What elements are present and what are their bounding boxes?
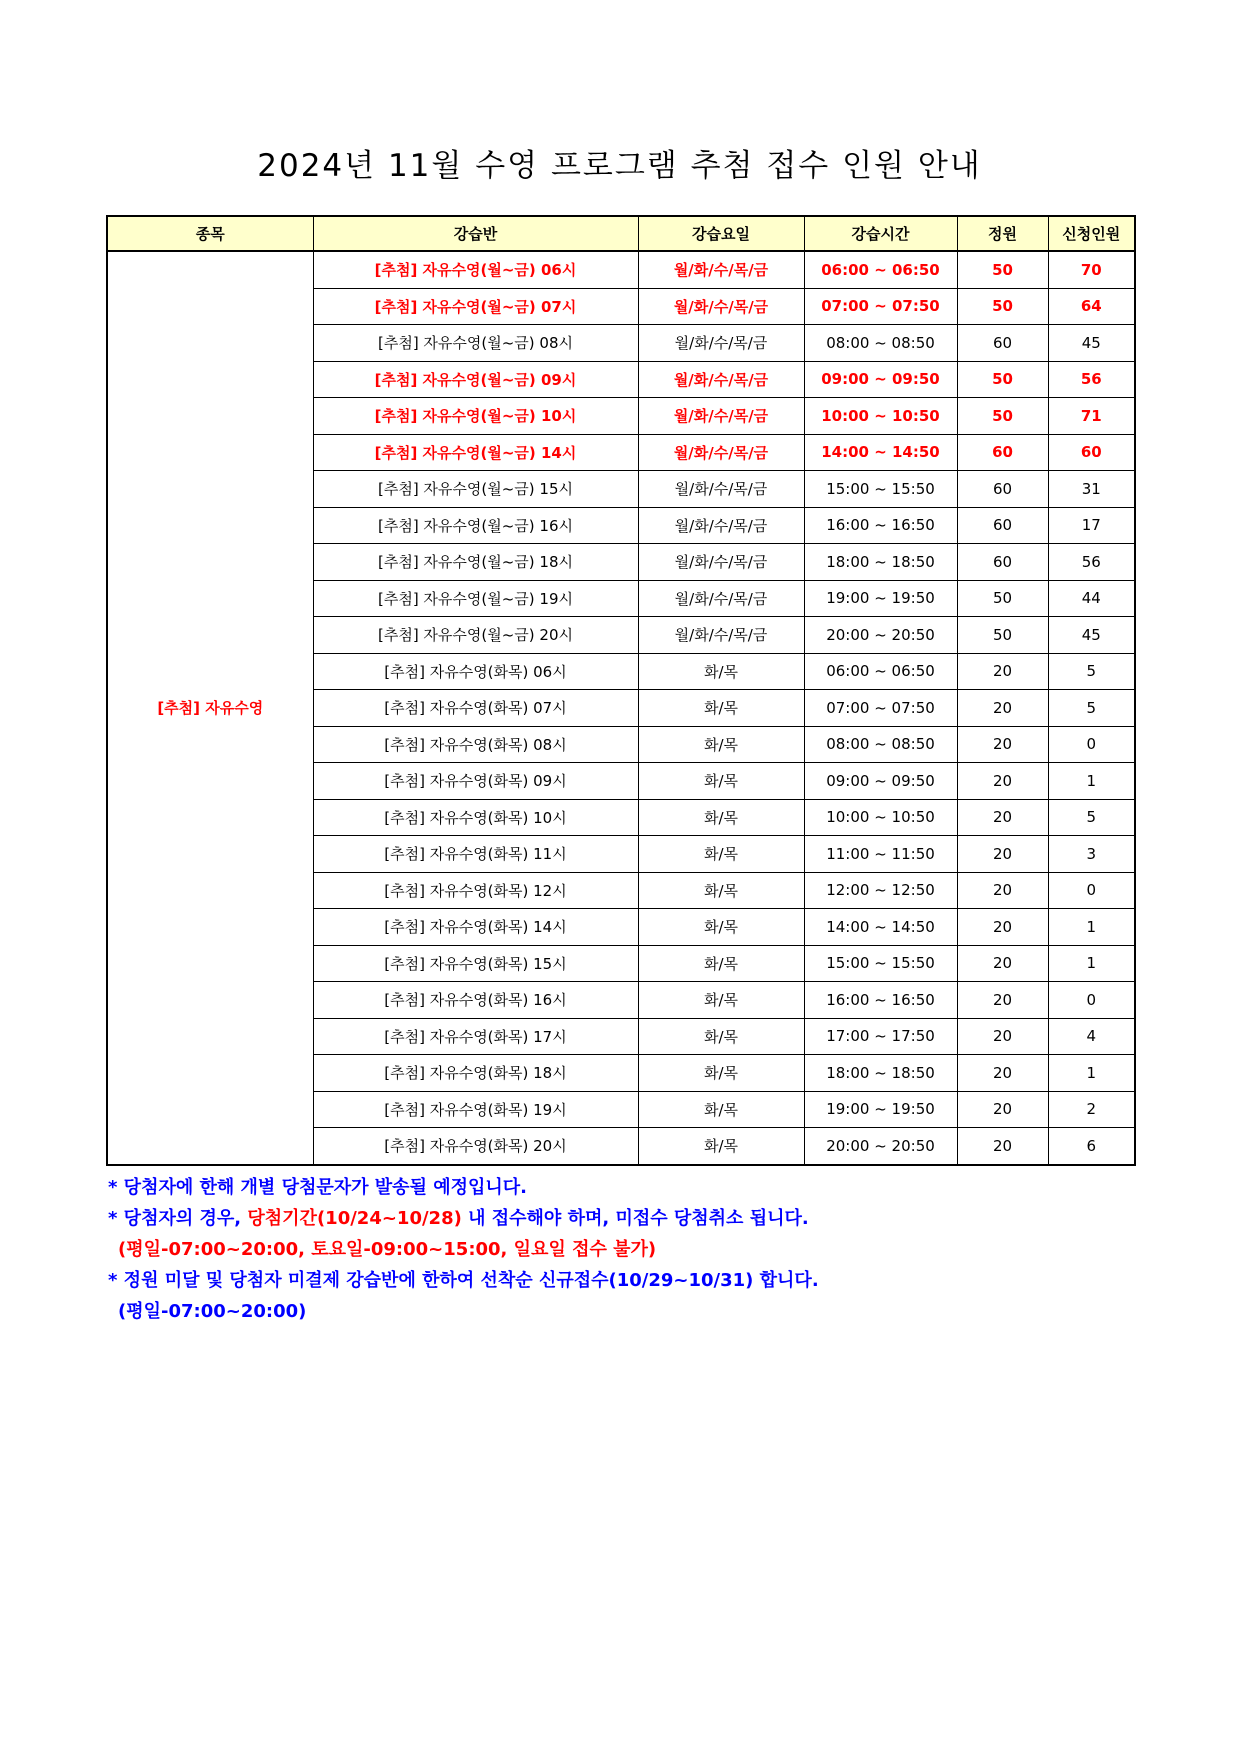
applicants-cell: 56 — [1048, 544, 1135, 581]
class-cell: [추첨] 자유수영(화목) 14시 — [313, 909, 638, 946]
page-title: 2024년 11월 수영 프로그램 추첨 접수 인원 안내 — [257, 148, 982, 184]
time-cell: 18:00 ~ 18:50 — [804, 1055, 957, 1092]
time-cell: 11:00 ~ 11:50 — [804, 836, 957, 873]
capacity-cell: 50 — [957, 361, 1048, 398]
class-cell: [추첨] 자유수영(화목) 11시 — [313, 836, 638, 873]
applicants-cell: 3 — [1048, 836, 1135, 873]
applicants-cell: 0 — [1048, 872, 1135, 909]
class-cell: [추첨] 자유수영(월~금) 07시 — [313, 288, 638, 325]
class-cell: [추첨] 자유수영(월~금) 18시 — [313, 544, 638, 581]
applicants-cell: 56 — [1048, 361, 1135, 398]
capacity-cell: 20 — [957, 1091, 1048, 1128]
days-cell: 화/목 — [638, 690, 804, 727]
capacity-cell: 20 — [957, 872, 1048, 909]
days-cell: 월/화/수/목/금 — [638, 251, 804, 288]
capacity-cell: 50 — [957, 251, 1048, 288]
time-cell: 07:00 ~ 07:50 — [804, 288, 957, 325]
class-cell: [추첨] 자유수영(월~금) 14시 — [313, 434, 638, 471]
applicants-cell: 70 — [1048, 251, 1135, 288]
days-cell: 월/화/수/목/금 — [638, 544, 804, 581]
header-class: 강습반 — [313, 216, 638, 251]
class-cell: [추첨] 자유수영(화목) 15시 — [313, 945, 638, 982]
capacity-cell: 20 — [957, 836, 1048, 873]
days-cell: 화/목 — [638, 799, 804, 836]
notice-line-4: * 정원 미달 및 당첨자 미결제 강습반에 한하여 선착순 신규접수(10/29~10/31) 합니다. — [108, 1270, 819, 1291]
time-cell: 15:00 ~ 15:50 — [804, 945, 957, 982]
notice-line-1: * 당첨자에 한해 개별 당첨문자가 발송될 예정입니다. — [108, 1177, 527, 1198]
class-cell: [추첨] 자유수영(화목) 17시 — [313, 1018, 638, 1055]
time-cell: 10:00 ~ 10:50 — [804, 398, 957, 435]
capacity-cell: 20 — [957, 909, 1048, 946]
applicants-cell: 60 — [1048, 434, 1135, 471]
capacity-cell: 20 — [957, 690, 1048, 727]
time-cell: 16:00 ~ 16:50 — [804, 507, 957, 544]
days-cell: 화/목 — [638, 945, 804, 982]
capacity-cell: 50 — [957, 580, 1048, 617]
applicants-cell: 44 — [1048, 580, 1135, 617]
time-cell: 06:00 ~ 06:50 — [804, 653, 957, 690]
time-cell: 10:00 ~ 10:50 — [804, 799, 957, 836]
applicants-cell: 1 — [1048, 763, 1135, 800]
days-cell: 월/화/수/목/금 — [638, 617, 804, 654]
notice-line-2-start: * 당첨자의 경우, — [108, 1208, 248, 1229]
capacity-cell: 60 — [957, 507, 1048, 544]
capacity-cell: 60 — [957, 434, 1048, 471]
applicants-cell: 5 — [1048, 653, 1135, 690]
header-time: 강습시간 — [804, 216, 957, 251]
class-cell: [추첨] 자유수영(화목) 12시 — [313, 872, 638, 909]
applicants-cell: 5 — [1048, 799, 1135, 836]
notice-section — [108, 1172, 819, 1327]
class-cell: [추첨] 자유수영(월~금) 10시 — [313, 398, 638, 435]
applicants-cell: 64 — [1048, 288, 1135, 325]
table-body — [107, 251, 1135, 1165]
time-cell: 08:00 ~ 08:50 — [804, 726, 957, 763]
capacity-cell: 60 — [957, 325, 1048, 362]
category-cell: [추첨] 자유수영 — [107, 251, 313, 1165]
applicants-cell: 4 — [1048, 1018, 1135, 1055]
applicants-cell: 0 — [1048, 982, 1135, 1019]
time-cell: 20:00 ~ 20:50 — [804, 1128, 957, 1165]
days-cell: 월/화/수/목/금 — [638, 325, 804, 362]
class-cell: [추첨] 자유수영(월~금) 09시 — [313, 361, 638, 398]
schedule-table — [106, 215, 1136, 1166]
table-row — [107, 251, 1135, 288]
applicants-cell: 71 — [1048, 398, 1135, 435]
days-cell: 화/목 — [638, 763, 804, 800]
capacity-cell: 20 — [957, 799, 1048, 836]
time-cell: 14:00 ~ 14:50 — [804, 909, 957, 946]
notice-line-5: (평일-07:00~20:00) — [118, 1301, 307, 1322]
class-cell: [추첨] 자유수영(화목) 09시 — [313, 763, 638, 800]
time-cell: 06:00 ~ 06:50 — [804, 251, 957, 288]
days-cell: 화/목 — [638, 1128, 804, 1165]
capacity-cell: 50 — [957, 398, 1048, 435]
time-cell: 09:00 ~ 09:50 — [804, 763, 957, 800]
applicants-cell: 31 — [1048, 471, 1135, 508]
capacity-cell: 20 — [957, 1018, 1048, 1055]
days-cell: 화/목 — [638, 836, 804, 873]
applicants-cell: 45 — [1048, 617, 1135, 654]
days-cell: 월/화/수/목/금 — [638, 471, 804, 508]
applicants-cell: 6 — [1048, 1128, 1135, 1165]
days-cell: 화/목 — [638, 1018, 804, 1055]
capacity-cell: 20 — [957, 945, 1048, 982]
class-cell: [추첨] 자유수영(화목) 19시 — [313, 1091, 638, 1128]
time-cell: 20:00 ~ 20:50 — [804, 617, 957, 654]
applicants-cell: 0 — [1048, 726, 1135, 763]
capacity-cell: 60 — [957, 544, 1048, 581]
header-category: 종목 — [107, 216, 313, 251]
applicants-cell: 17 — [1048, 507, 1135, 544]
header-applicants: 신청인원 — [1048, 216, 1135, 251]
days-cell: 화/목 — [638, 1055, 804, 1092]
time-cell: 12:00 ~ 12:50 — [804, 872, 957, 909]
time-cell: 19:00 ~ 19:50 — [804, 580, 957, 617]
class-cell: [추첨] 자유수영(월~금) 16시 — [313, 507, 638, 544]
time-cell: 15:00 ~ 15:50 — [804, 471, 957, 508]
applicants-cell: 5 — [1048, 690, 1135, 727]
applicants-cell: 1 — [1048, 1055, 1135, 1092]
time-cell: 09:00 ~ 09:50 — [804, 361, 957, 398]
time-cell: 07:00 ~ 07:50 — [804, 690, 957, 727]
header-capacity: 정원 — [957, 216, 1048, 251]
class-cell: [추첨] 자유수영(화목) 18시 — [313, 1055, 638, 1092]
class-cell: [추첨] 자유수영(월~금) 06시 — [313, 251, 638, 288]
days-cell: 월/화/수/목/금 — [638, 507, 804, 544]
capacity-cell: 20 — [957, 763, 1048, 800]
class-cell: [추첨] 자유수영(월~금) 19시 — [313, 580, 638, 617]
days-cell: 월/화/수/목/금 — [638, 361, 804, 398]
time-cell: 14:00 ~ 14:50 — [804, 434, 957, 471]
table-header-row — [107, 216, 1135, 251]
time-cell: 08:00 ~ 08:50 — [804, 325, 957, 362]
days-cell: 화/목 — [638, 1091, 804, 1128]
class-cell: [추첨] 자유수영(화목) 10시 — [313, 799, 638, 836]
class-cell: [추첨] 자유수영(화목) 07시 — [313, 690, 638, 727]
capacity-cell: 20 — [957, 1128, 1048, 1165]
days-cell: 월/화/수/목/금 — [638, 288, 804, 325]
header-days: 강습요일 — [638, 216, 804, 251]
notice-line-2 — [108, 1203, 819, 1234]
applicants-cell: 1 — [1048, 909, 1135, 946]
applicants-cell: 45 — [1048, 325, 1135, 362]
capacity-cell: 20 — [957, 653, 1048, 690]
capacity-cell: 50 — [957, 288, 1048, 325]
days-cell: 화/목 — [638, 872, 804, 909]
days-cell: 월/화/수/목/금 — [638, 434, 804, 471]
time-cell: 18:00 ~ 18:50 — [804, 544, 957, 581]
days-cell: 화/목 — [638, 982, 804, 1019]
days-cell: 월/화/수/목/금 — [638, 580, 804, 617]
applicants-cell: 2 — [1048, 1091, 1135, 1128]
capacity-cell: 60 — [957, 471, 1048, 508]
class-cell: [추첨] 자유수영(화목) 08시 — [313, 726, 638, 763]
days-cell: 화/목 — [638, 909, 804, 946]
class-cell: [추첨] 자유수영(월~금) 15시 — [313, 471, 638, 508]
days-cell: 화/목 — [638, 726, 804, 763]
capacity-cell: 20 — [957, 1055, 1048, 1092]
applicants-cell: 1 — [1048, 945, 1135, 982]
time-cell: 17:00 ~ 17:50 — [804, 1018, 957, 1055]
notice-line-3: (평일-07:00~20:00, 토요일-09:00~15:00, 일요일 접수 불가) — [118, 1239, 657, 1260]
days-cell: 화/목 — [638, 653, 804, 690]
capacity-cell: 20 — [957, 726, 1048, 763]
time-cell: 16:00 ~ 16:50 — [804, 982, 957, 1019]
class-cell: [추첨] 자유수영(화목) 06시 — [313, 653, 638, 690]
class-cell: [추첨] 자유수영(화목) 20시 — [313, 1128, 638, 1165]
class-cell: [추첨] 자유수영(화목) 16시 — [313, 982, 638, 1019]
time-cell: 19:00 ~ 19:50 — [804, 1091, 957, 1128]
notice-period: 당첨기간(10/24~10/28) — [247, 1208, 462, 1229]
notice-line-2-end: 내 접수해야 하며, 미접수 당첨취소 됩니다. — [461, 1208, 809, 1229]
capacity-cell: 50 — [957, 617, 1048, 654]
class-cell: [추첨] 자유수영(월~금) 20시 — [313, 617, 638, 654]
class-cell: [추첨] 자유수영(월~금) 08시 — [313, 325, 638, 362]
capacity-cell: 20 — [957, 982, 1048, 1019]
days-cell: 월/화/수/목/금 — [638, 398, 804, 435]
